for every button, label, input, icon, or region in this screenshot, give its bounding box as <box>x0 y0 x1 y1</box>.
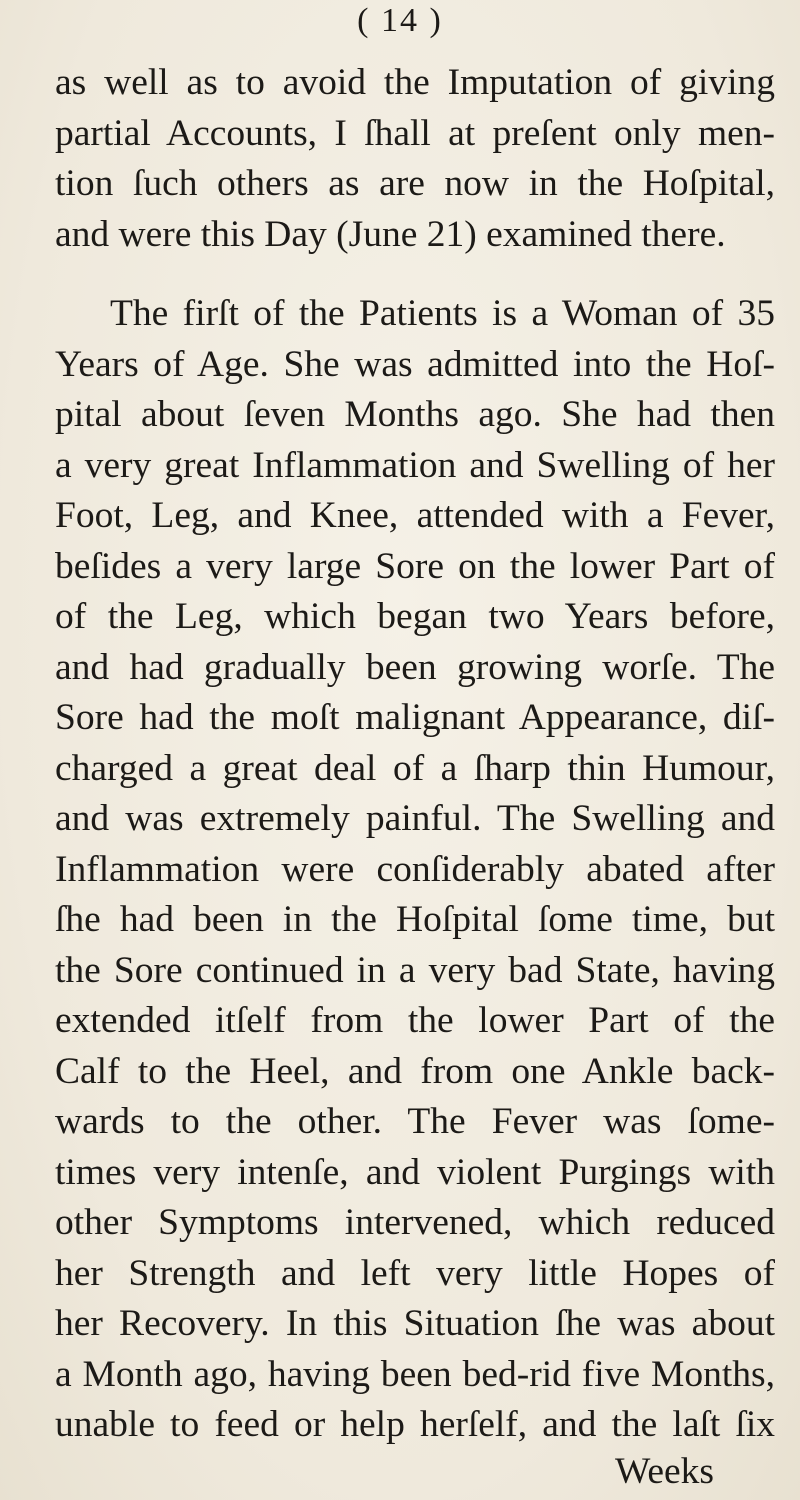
text-line: the Sore continued in a very bad State, having <box>55 949 775 991</box>
text-line: her Strength and left very little Hopes of <box>55 1252 775 1294</box>
text-line: of the Leg, which began two Years before, <box>55 596 775 637</box>
text-line: times very intenſe, and violent Purgings with <box>55 1151 775 1193</box>
text-line: extended itſelf from the lower Part of the <box>55 1000 775 1041</box>
text-line: other Symptoms intervened, which reduced <box>55 1202 775 1243</box>
text-line: ſhe had been in the Hoſpital ſome time, but <box>55 899 775 940</box>
text-line: and were this Day (June 21) examined there. <box>55 213 726 255</box>
text-line: and had gradually been growing worſe. The <box>55 646 775 688</box>
paragraph-gap <box>55 260 775 289</box>
text-line: The firſt of the Patients is a Woman of 35 <box>110 293 775 334</box>
text-line: Calf to the Heel, and from one Ankle back- <box>55 1050 775 1092</box>
text-line: a very great Inflammation and Swelling of her <box>55 444 775 486</box>
text-line: Years of Age. She was admitted into the Hoſ- <box>55 343 775 385</box>
text-line: beſides a very large Sore on the lower Part of <box>55 545 775 587</box>
catchword: Weeks <box>615 1451 715 1492</box>
text-line: tion ſuch others as are now in the Hoſpital, <box>55 163 775 204</box>
text-line: Inflammation were conſiderably abated after <box>55 848 775 890</box>
text-line: charged a great deal of a ſharp thin Humour, <box>55 747 775 789</box>
text-line: partial Accounts, I ſhall at preſent only men- <box>55 112 775 154</box>
paragraph-2 <box>55 289 775 1451</box>
text-line: a Month ago, having been bed-rid five Months, <box>55 1353 775 1395</box>
paragraph-1 <box>55 58 775 260</box>
text-line: Sore had the moſt malignant Appearance, diſ- <box>55 697 775 738</box>
text-line: Foot, Leg, and Knee, attended with a Fever, <box>55 495 775 536</box>
text-line: and was extremely painful. The Swelling and <box>55 798 775 839</box>
text-line: as well as to avoid the Imputation of giving <box>55 62 775 103</box>
text-line: pital about ſeven Months ago. She had then <box>55 394 775 435</box>
page-number: ( 14 ) <box>357 2 443 39</box>
text-line: wards to the other. The Fever was ſome- <box>55 1101 775 1142</box>
text-line: unable to feed or help herſelf, and the laſt ſix <box>55 1404 775 1445</box>
text-line: her Recovery. In this Situation ſhe was about <box>55 1303 775 1344</box>
body-text <box>55 58 775 1451</box>
